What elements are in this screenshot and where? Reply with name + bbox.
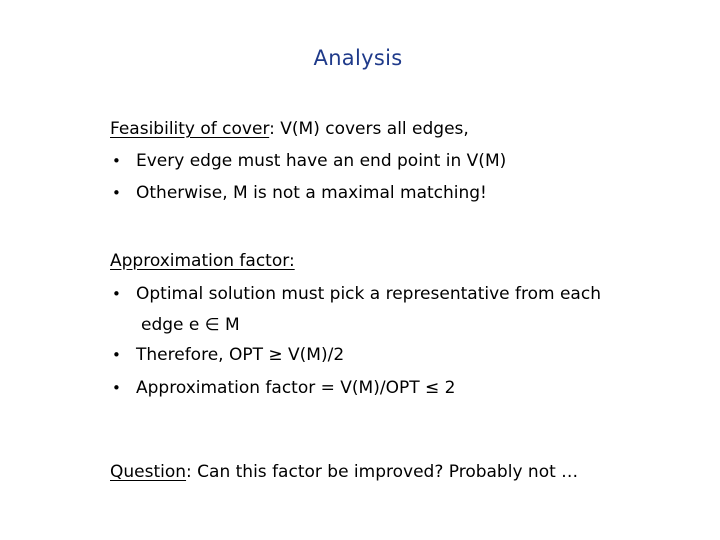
approximation-bullet-1: Optimal solution must pick a representative from each: [136, 284, 601, 304]
feasibility-line: [110, 119, 469, 139]
bullet-glyph: •: [112, 184, 121, 202]
bullet-glyph: •: [112, 346, 121, 364]
question-line: [110, 462, 578, 482]
approximation-bullet-2: Therefore, OPT ≥ V(M)/2: [136, 345, 345, 365]
slide-title: Analysis: [313, 46, 403, 70]
question-text: : Can this factor be improved? Probably not …: [186, 462, 579, 482]
bullet-glyph: •: [112, 379, 121, 397]
feasibility-bullet-2: Otherwise, M is not a maximal matching!: [136, 183, 487, 203]
approximation-bullet-3: Approximation factor = V(M)/OPT ≤ 2: [136, 378, 456, 398]
question-label: Question: [110, 462, 187, 482]
feasibility-heading: Feasibility of cover: [110, 119, 270, 139]
approximation-heading: Approximation factor:: [110, 251, 295, 271]
bullet-glyph: •: [112, 285, 121, 303]
feasibility-bullet-1: Every edge must have an end point in V(M): [136, 151, 507, 171]
approximation-bullet-1-cont: edge e ∈ M: [141, 315, 240, 335]
feasibility-heading-rest: : V(M) covers all edges,: [269, 119, 469, 139]
bullet-glyph: •: [112, 152, 121, 170]
